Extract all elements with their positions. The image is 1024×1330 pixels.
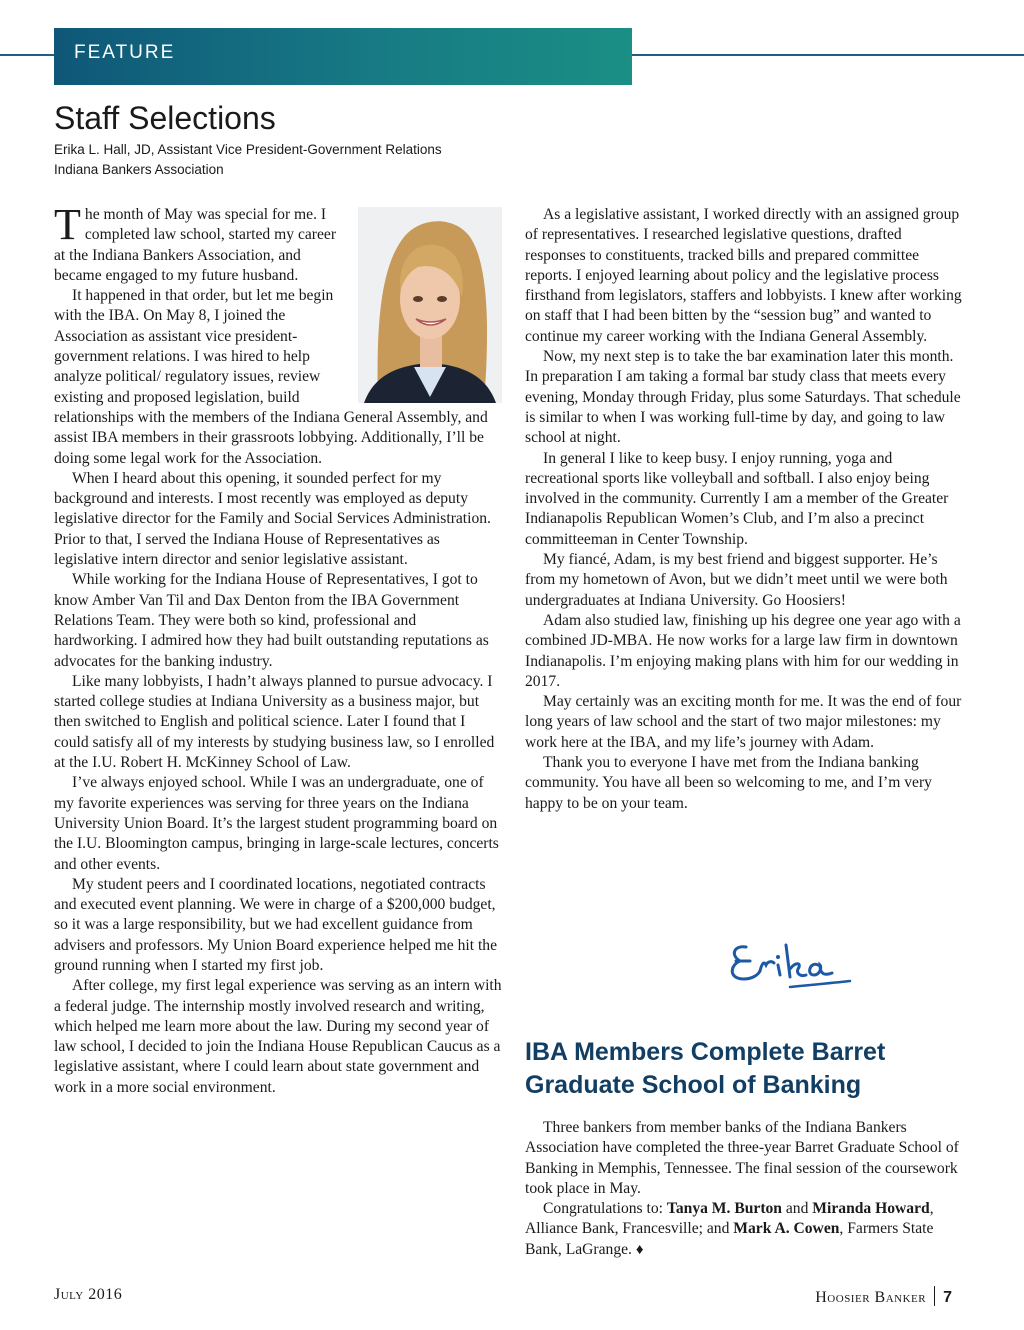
- paragraph: After college, my first legal experience was serving as an intern with a federal judge. The internship mostly involved research and writing, which helped me learn more about the law. During my second year of law school, I decided to join the Indiana House Republican Caucus as a legislative assistant, where I could learn about state government and work in a more social environment.: [54, 977, 502, 1096]
- end-mark-icon: ♦: [635, 1241, 644, 1258]
- paragraph: The month of May was special for me. I completed law school, started my career at the Indiana Bankers Association, and became engaged to my future husband.: [54, 200, 337, 284]
- drop-cap: T: [54, 200, 81, 249]
- byline-author: Erika L. Hall, JD, Assistant Vice President-Government Relations: [54, 142, 442, 157]
- barret-article-body: [525, 1118, 965, 1260]
- paragraph: May certainly was an exciting month for me. It was the end of four long years of law school and the start of two major milestones: my work here at the IBA, and my life’s journey with Adam.: [525, 693, 962, 751]
- portrait-image: [358, 207, 502, 403]
- footer-publication: [815, 1286, 952, 1307]
- graduate-name: Miranda Howard: [812, 1200, 930, 1218]
- barret-article-title: IBA Members Complete Barret Graduate School of Banking: [525, 1038, 886, 1099]
- footer-date: July 2016: [54, 1286, 123, 1303]
- footer-divider: [934, 1286, 935, 1306]
- paragraph: Thank you to everyone I have met from the Indiana banking community. You have all been so welcoming to me, and I’m very happy to be on your team.: [525, 754, 932, 812]
- byline-org: Indiana Bankers Association: [54, 162, 224, 177]
- paragraph: When I heard about this opening, it sounded perfect for my background and interests. I most recently was employed as deputy legislative director for the Family and Social Services Administration. Prior to that, I served the Indiana House of Representatives as legislative intern director and senior legislative assistant.: [54, 469, 491, 569]
- graduate-name: Tanya M. Burton: [666, 1200, 782, 1218]
- article-left-column: [54, 200, 502, 1098]
- portrait-photo: [358, 207, 502, 403]
- paragraph: In general I like to keep busy. I enjoy running, yoga and recreational sports like volleyball and softball. I also enjoy being involved in the community. Currently I am a member of the Greater Indianapolis Republican Women’s Club, and I’m also a precinct committeeman in Center Township.: [525, 449, 949, 548]
- paragraph: My fiancé, Adam, is my best friend and biggest supporter. He’s from my hometown of Avon, but we didn’t meet until we were both undergraduates at Indiana University. Go Hoosiers!: [525, 551, 948, 609]
- publication-name: Hoosier Banker: [815, 1289, 927, 1306]
- paragraph: Adam also studied law, finishing up his degree one year ago with a combined JD-MBA. He now works for a large law firm in downtown Indianapolis. I’m enjoying making plans with him for our wedding in 2017.: [525, 611, 961, 690]
- paragraph: Three bankers from member banks of the Indiana Bankers Association have completed the three-year Barret Graduate School of Banking in Memphis, Tennessee. The final session of the coursework took place in May.: [525, 1119, 959, 1197]
- paragraph: It happened in that order, but let me begin with the IBA. On May 8, I joined the Association as assistant vice president-government relations. I was hired to help analyze political/ regulatory issues, review existing and proposed legislation, build relationships with the members of the Indiana General Assembly, and assist IBA members in their grassroots lobbying. Additionally, I’ll be doing some legal work for the Association.: [54, 287, 488, 467]
- article-right-column: [525, 205, 965, 814]
- paragraph: I’ve always enjoyed school. While I was an undergraduate, one of my favorite experiences was serving for three years on the Indiana University Union Board. It’s the largest student programming board on the I.U. Bloomington campus, bringing in large-scale lectures, concerts and other events.: [54, 774, 499, 873]
- byline: [54, 140, 442, 180]
- signature: [720, 925, 860, 1003]
- paragraph: My student peers and I coordinated locations, negotiated contracts and executed event planning. We were in charge of a $200,000 budget, so it was a large responsibility, but we had excellent guidance from advisers and professors. My Union Board experience helped me hit the ground running when I started my first job.: [54, 875, 497, 974]
- signature-image: [720, 925, 860, 1003]
- congratulations-paragraph: Congratulations to: Tanya M. Burton and Miranda Howard, Alliance Bank, Francesville; and Mark A. Cowen, Farmers State Bank, LaGrange. ♦: [525, 1200, 934, 1258]
- graduate-name: Mark A. Cowen: [733, 1220, 840, 1238]
- section-banner: [54, 28, 632, 85]
- page-number: 7: [943, 1289, 952, 1306]
- paragraph: While working for the Indiana House of Representatives, I got to know Amber Van Til and Dax Denton from the IBA Government Relations Team. They were both so kind, professional and hardworking. I admired how they had built outstanding reputations as advocates for the banking industry.: [54, 571, 489, 670]
- section-label: FEATURE: [74, 42, 176, 63]
- paragraph: As a legislative assistant, I worked directly with an assigned group of representatives. I researched legislative questions, drafted responses to constituents, tracked bills and prepared committee reports. I enjoyed learning about policy and the legislative process firsthand from legislators, staffers and lobbyists. I knew after working on staff that I had been bitten by the “session bug” and wanted to continue my career working with the Indiana General Assembly.: [525, 206, 962, 345]
- paragraph: Now, my next step is to take the bar examination later this month. In preparation I am taking a formal bar study class that meets every evening, Monday through Friday, plus some Saturdays. That schedule is similar to when I was working full-time by day, and going to law school at night.: [525, 348, 961, 447]
- barret-article: [525, 1036, 965, 1260]
- page-title: Staff Selections: [54, 100, 276, 136]
- paragraph: Like many lobbyists, I hadn’t always planned to pursue advocacy. I started college studies at Indiana University as a business major, but then switched to English and political science. Later I found that I could satisfy all of my interests by studying business law, so I enrolled at the I.U. Robert H. McKinney School of Law.: [54, 672, 495, 772]
